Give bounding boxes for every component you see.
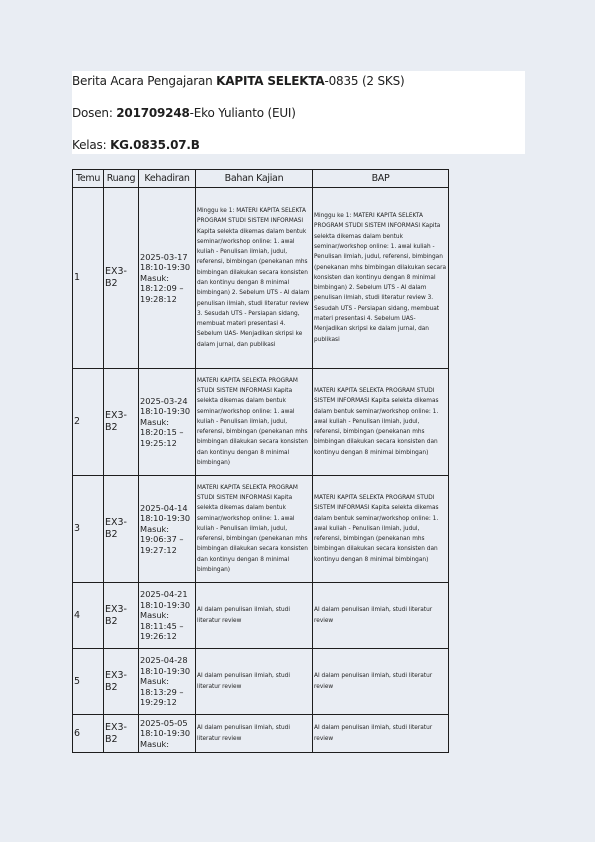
course-title-prefix: Berita Acara Pengajaran [72, 74, 217, 88]
course-name: KAPITA SELEKTA [216, 74, 325, 88]
course-title [72, 74, 404, 88]
cell-temu: 1 [73, 188, 104, 369]
cell-bahan-kajian: AI dalam penulisan ilmiah, studi literatur review [196, 715, 313, 753]
cell-bap: Minggu ke 1: MATERI KAPITA SELEKTA PROGRAM STUDI SISTEM INFORMASI Kapita selekta dikemas dalam bentuk seminar/workshop online: 1. awal kuliah - Penulisan ilmiah, judul, referensi, bimbingan (penekanan mhs bimbingan dilakukan secara konsisten dan kontinyu dengan 8 minimal bimbingan) 2. Sebelum UTS - AI dalam penulisan ilmiah, studi literatur review 3. Sesudah UTS - Persiapan sidang, membuat materi presentasi 4. Sebelum UAS- Menjadikan skripsi ke dalam jurnal, dan publikasi [313, 188, 449, 369]
cell-temu: 4 [73, 583, 104, 649]
cell-temu: 5 [73, 649, 104, 715]
course-code: -0835 (2 SKS) [324, 74, 405, 88]
class-line [72, 138, 200, 152]
cell-bahan-kajian: AI dalam penulisan ilmiah, studi literatur review [196, 583, 313, 649]
cell-bap: AI dalam penulisan ilmiah, studi literatur review [313, 583, 449, 649]
cell-bap: AI dalam penulisan ilmiah, studi literatur review [313, 715, 449, 753]
header-kehadiran: Kehadiran [139, 170, 196, 188]
cell-bap: MATERI KAPITA SELEKTA PROGRAM STUDI SISTEM INFORMASI Kapita selekta dikemas dalam bentuk seminar/workshop online: 1. awal kuliah - Penulisan ilmiah, judul, referensi, bimbingan (penekanan mhs bimbingan dilakukan secara konsisten dan kontinyu dengan 8 minimal bimbingan) [313, 476, 449, 583]
cell-ruang: EX3- B2 [104, 476, 139, 583]
cell-bahan-kajian: MATERI KAPITA SELEKTA PROGRAM STUDI SISTEM INFORMASI Kapita selekta dikemas dalam bentuk seminar/workshop online: 1. awal kuliah - Penulisan ilmiah, judul, referensi, bimbingan (penekanan mhs bimbingan dilakukan secara konsisten dan kontinyu dengan 8 minimal bimbingan) [196, 476, 313, 583]
cell-ruang: EX3- B2 [104, 649, 139, 715]
class-label: Kelas: [72, 138, 111, 152]
cell-bahan-kajian: Minggu ke 1: MATERI KAPITA SELEKTA PROGRAM STUDI SISTEM INFORMASI Kapita selekta dikemas dalam bentuk seminar/workshop online: 1. awal kuliah - Penulisan ilmiah, judul, referensi, bimbingan (penekanan mhs bimbingan dilakukan secara konsisten dan kontinyu dengan 8 minimal bimbingan) 2. Sebelum UTS - AI dalam penulisan ilmiah, studi literatur review 3. Sesudah UTS - Persiapan sidang, membuat materi presentasi 4. Sebelum UAS- Menjadikan skripsi ke dalam jurnal, dan publikasi [196, 188, 313, 369]
cell-temu: 2 [73, 369, 104, 476]
table-header-row [73, 170, 449, 188]
cell-kehadiran: 2025-03-17 18:10-19:30 Masuk: 18:12:09 – 19:28:12 [139, 188, 196, 369]
cell-ruang: EX3- B2 [104, 715, 139, 753]
cell-bahan-kajian: AI dalam penulisan ilmiah, studi literatur review [196, 649, 313, 715]
document-header [72, 71, 525, 154]
lecturer-name: -Eko Yulianto (EUI) [189, 106, 296, 120]
cell-temu: 3 [73, 476, 104, 583]
lecturer-id: 201709248 [116, 106, 190, 120]
cell-kehadiran: 2025-05-05 18:10-19:30 Masuk: [139, 715, 196, 753]
header-bap: BAP [313, 170, 449, 188]
cell-ruang: EX3- B2 [104, 188, 139, 369]
teaching-record-table [72, 169, 449, 753]
cell-bap: AI dalam penulisan ilmiah, studi literatur review [313, 649, 449, 715]
cell-kehadiran: 2025-03-24 18:10-19:30 Masuk: 18:20:15 – 19:25:12 [139, 369, 196, 476]
cell-kehadiran: 2025-04-28 18:10-19:30 Masuk: 18:13:29 – 19:29:12 [139, 649, 196, 715]
header-bahan-kajian: Bahan Kajian [196, 170, 313, 188]
header-ruang: Ruang [104, 170, 139, 188]
table-row [73, 715, 449, 753]
cell-bap: MATERI KAPITA SELEKTA PROGRAM STUDI SISTEM INFORMASI Kapita selekta dikemas dalam bentuk seminar/workshop online: 1. awal kuliah - Penulisan ilmiah, judul, referensi, bimbingan (penekanan mhs bimbingan dilakukan secara konsisten dan kontinyu dengan 8 minimal bimbingan) [313, 369, 449, 476]
cell-bahan-kajian: MATERI KAPITA SELEKTA PROGRAM STUDI SISTEM INFORMASI Kapita selekta dikemas dalam bentuk seminar/workshop online: 1. awal kuliah - Penulisan ilmiah, judul, referensi, bimbingan (penekanan mhs bimbingan dilakukan secara konsisten dan kontinyu dengan 8 minimal bimbingan) [196, 369, 313, 476]
table-row [73, 188, 449, 369]
table-row [73, 649, 449, 715]
lecturer-label: Dosen: [72, 106, 117, 120]
cell-kehadiran: 2025-04-21 18:10-19:30 Masuk: 18:11:45 – 19:26:12 [139, 583, 196, 649]
cell-temu: 6 [73, 715, 104, 753]
lecturer-line [72, 106, 296, 120]
class-code: KG.0835.07.B [110, 138, 200, 152]
cell-ruang: EX3- B2 [104, 369, 139, 476]
table-row [73, 476, 449, 583]
table-row [73, 583, 449, 649]
header-temu: Temu [73, 170, 104, 188]
cell-ruang: EX3- B2 [104, 583, 139, 649]
cell-kehadiran: 2025-04-14 18:10-19:30 Masuk: 19:06:37 – 19:27:12 [139, 476, 196, 583]
table-row [73, 369, 449, 476]
